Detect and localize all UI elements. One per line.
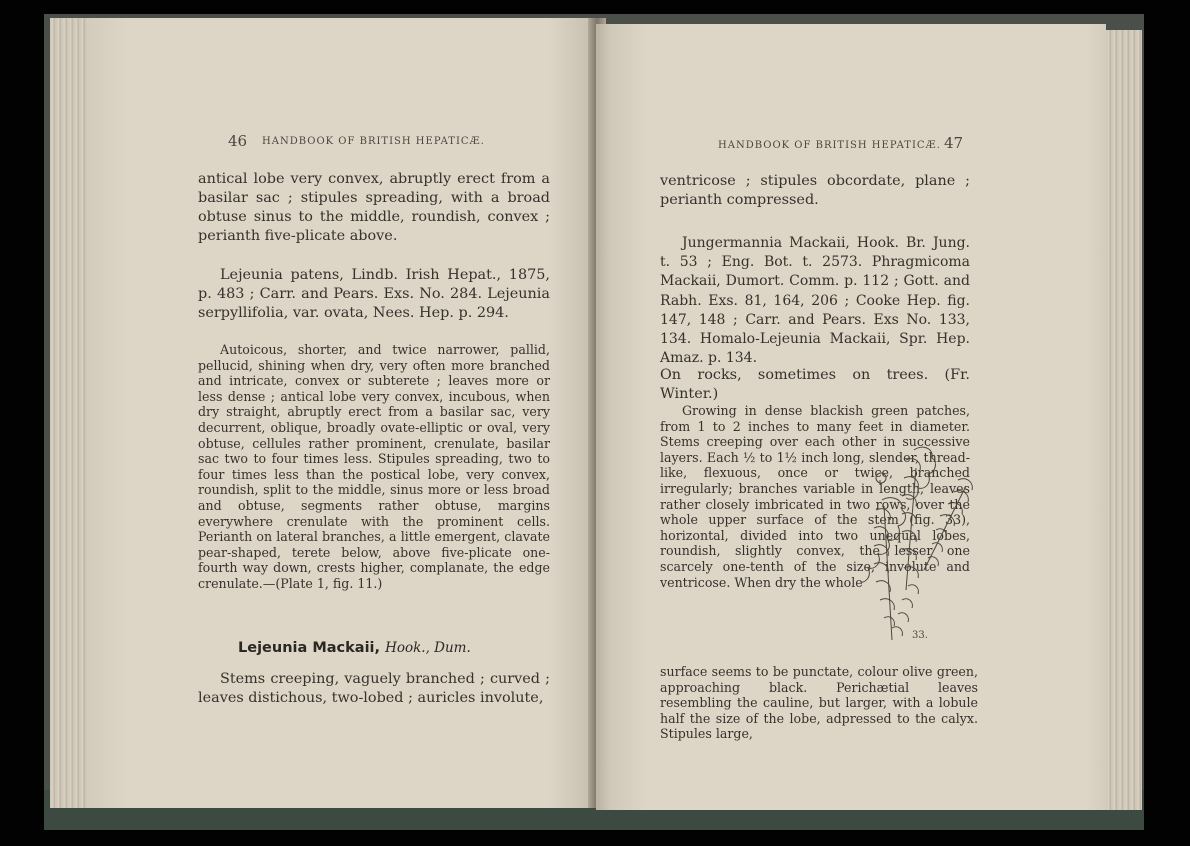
left-para-continuation <box>198 170 550 246</box>
right-para1-text: ventricose ; stipules obcordate, plane ; perianth compressed. <box>660 173 970 208</box>
right-running-head: HANDBOOK OF BRITISH HEPATICÆ. <box>718 140 941 151</box>
species-name: Lejeunia Mackaii, <box>238 640 381 656</box>
right-habitat-text: On rocks, sometimes on trees. (Fr. Winter.) <box>660 367 970 402</box>
right-description-bottom: surface seems to be punctate, colour olive green, approaching black. Perichætial leaves resembling the cauline, but larger, with a lobule half the size of the lobe, adpressed to the calyx. Stipules large, <box>660 664 978 742</box>
right-page-number: 47 <box>944 134 964 152</box>
left-species-description <box>198 670 550 708</box>
right-synonymy-text: Jungermannia Mackaii, Hook. Br. Jung. t. 53 ; Eng. Bot. t. 2573. Phragmicoma Mackaii, Dumort. Comm. p. 112 ; Gott. and Rabh. Exs. 81, 164, 206 ; Cooke Hep. fig. 147, 148 ; Carr. and Pears. Exs No. 133, 134. Homalo-Lejeunia Mackaii, Spr. Hep. Amaz. p. 134. <box>660 235 970 367</box>
right-synonymy <box>660 234 970 368</box>
left-synonymy <box>198 266 550 323</box>
right-description-continued <box>660 664 978 742</box>
left-synonymy-text: Lejeunia patens, Lindb. Irish Hepat., 1875, p. 483 ; Carr. and Pears. Exs. No. 284. Lejeunia serpyllifolia, var. ovata, Nees. Hep. p. 294. <box>198 267 550 321</box>
species-authority: Hook., Dum. <box>385 640 471 656</box>
left-description <box>198 342 550 592</box>
right-page-edges <box>1100 30 1142 810</box>
figure-number: 33. <box>912 630 928 641</box>
right-habitat <box>660 366 970 404</box>
left-species-description-text: Stems creeping, vaguely branched ; curved ; leaves distichous, two-lobed ; auricles involute, <box>198 671 550 706</box>
figure-33-illustration <box>862 440 982 655</box>
species-heading <box>238 640 471 656</box>
left-para1-text: antical lobe very convex, abruptly erect from a basilar sac ; stipules spreading, with a broad obtuse sinus to the middle, roundish, convex ; perianth five-plicate above. <box>198 171 550 244</box>
right-description-top: Growing in dense blackish green patches, from 1 to 2 inches to many feet in diameter. Stems creeping over each other in successive layers. Each ½ to 1½ inch long, slender, thread-like, flexuous, once or twice, branched irregularly; branches variable in length, leaves rather closely imbricated in two rows, over the whole upper surface of the stem (fig. 33), horizontal, divided into two unequal lobes, roundish, slightly convex, the lesser one scarcely one-tenth of the size, involute and ventricose. When dry the whole <box>660 403 970 590</box>
left-description-text: Autoicous, shorter, and twice narrower, pallid, pellucid, shining when dry, very often more branched and intricate, convex or subterete ; leaves more or less dense ; antical lobe very convex, incubous, when dry straight, abruptly erect from a basilar sac, very decurrent, oblique, broadly ovate-elliptic or oval, very obtuse, cellules rather prominent, crenulate, basilar sac two to four times less. Stipules spreading, two to four times less than the postical lobe, very convex, roundish, split to the middle, sinus more or less broad and obtuse, segments rather obtuse, margins everywhere crenulate with the prominent cells. Perianth on lateral branches, a little emergent, clavate pear-shaped, terete below, above five-plicate one-fourth way down, crests higher, complanate, the edge crenulate.—(Plate 1, fig. 11.) <box>198 342 550 591</box>
left-page-number: 46 <box>228 132 248 150</box>
right-para-continuation <box>660 172 970 210</box>
left-running-head: HANDBOOK OF BRITISH HEPATICÆ. <box>262 136 485 147</box>
